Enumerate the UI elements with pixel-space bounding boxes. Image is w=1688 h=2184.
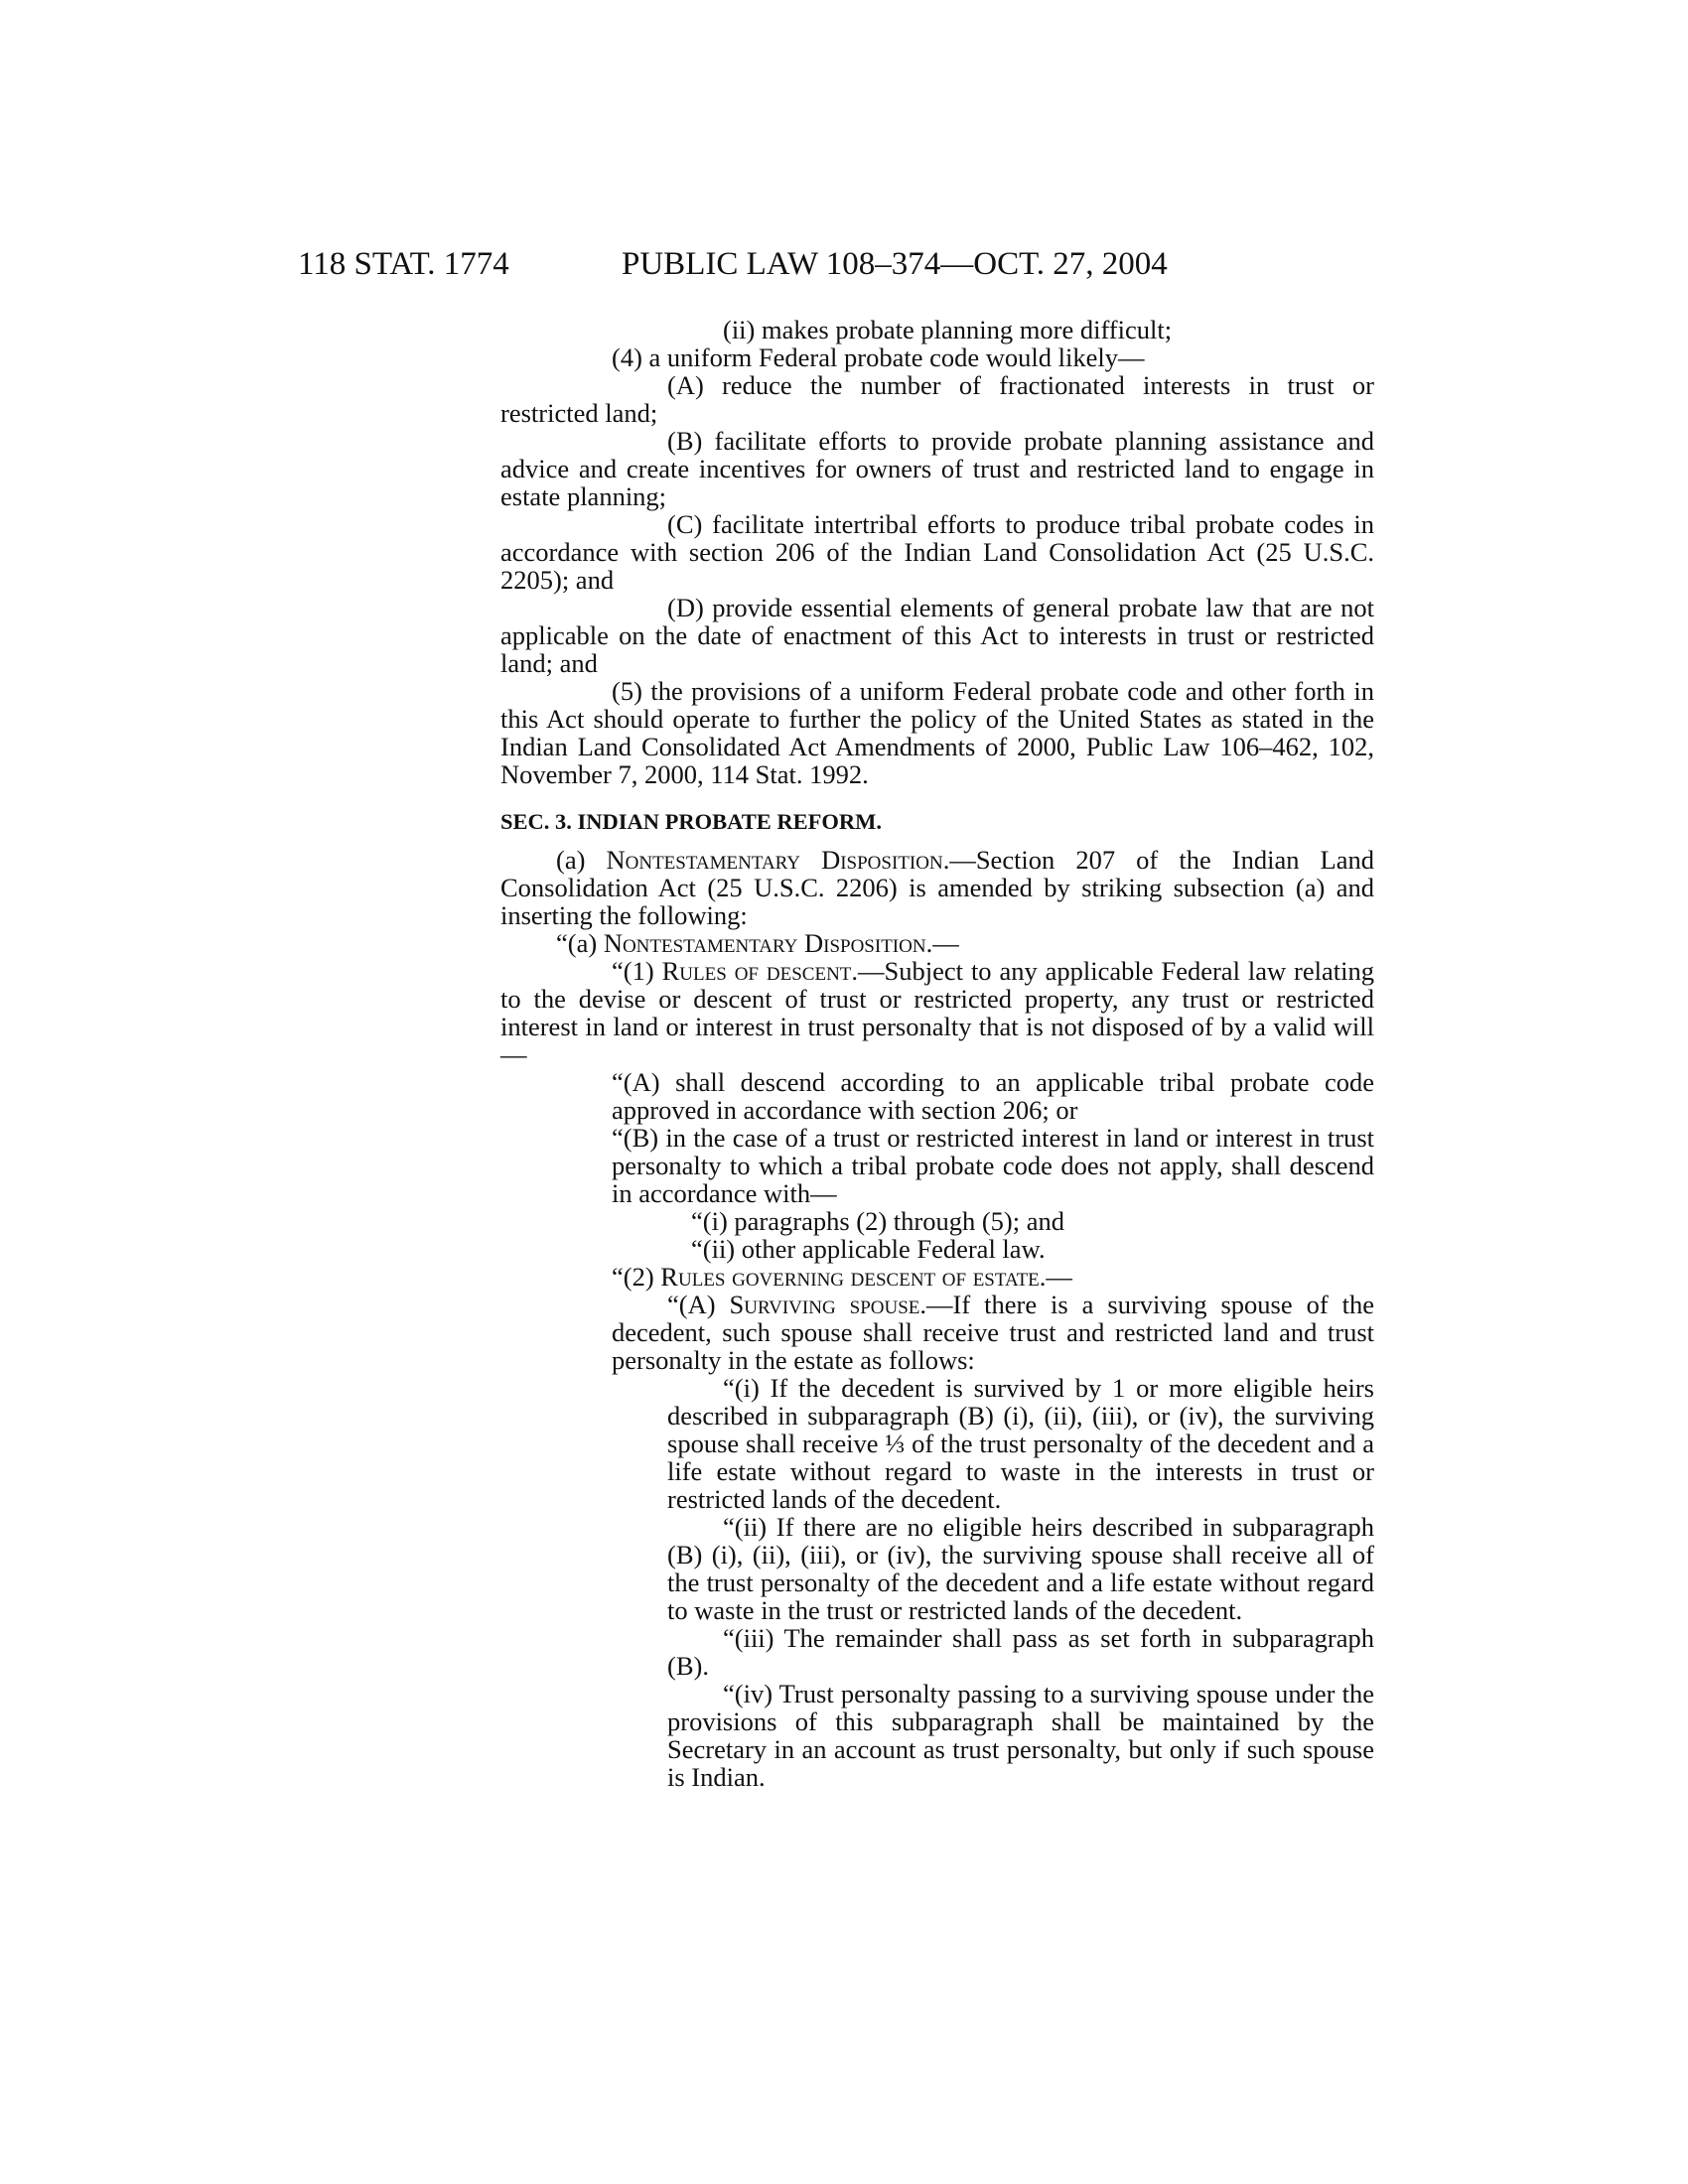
rule-2-a-ii: “(ii) If there are no eligible heirs described in subparagraph (B) (i), (ii), (iii), or (iv), the surviving spouse shall receive all of the trust personalty of the decedent and a life estate without regard to waste in the trust or restricted lands of the decedent.: [667, 1512, 1374, 1625]
quoted-subsection-a: “(a) Nontestamentary Disposition.—: [556, 928, 959, 958]
paragraph-5: (5) the provisions of a uniform Federal probate code and other forth in this Act should operate to further the policy of the United States as stated in the Indian Land Consolidated Act Amendments of 2000, Public Law 106–462, 102, November 7, 2000, 114 Stat. 1992.: [500, 676, 1374, 789]
paragraph-4-a: (A) reduce the number of fractionated interests in trust or restricted land;: [500, 370, 1374, 428]
rule-2-a-i: “(i) If the decedent is survived by 1 or more eligible heirs described in subparagraph (B) (i), (ii), (iii), or (iv), the surviving spouse shall receive ⅓ of the trust personalty of the decedent and a life estate without regard to waste in the interests in trust or restricted lands of the decedent.: [667, 1373, 1374, 1514]
paragraph-4-d: (D) provide essential elements of general probate law that are not applicable on the date of enactment of this Act to interests in trust or restricted land; and: [500, 593, 1374, 678]
paragraph-4-b: (B) facilitate efforts to provide probate planning assistance and advice and create incentives for owners of trust and restricted land to engage in estate planning;: [500, 426, 1374, 511]
subsection-a: (a) Nontestamentary Disposition.—Section 207 of the Indian Land Consolidation Act (25 U.S.C. 2206) is amended by striking subsection (a) and inserting the following:: [500, 845, 1374, 930]
clause-ii-makes: (ii) makes probate planning more difficult;: [723, 315, 1173, 344]
section-heading: SEC. 3. INDIAN PROBATE REFORM.: [500, 809, 882, 834]
paragraph-4: (4) a uniform Federal probate code would likely—: [612, 342, 1145, 372]
running-header: PUBLIC LAW 108–374—OCT. 27, 2004: [622, 246, 1168, 282]
rule-1-b-i: “(i) paragraphs (2) through (5); and: [691, 1206, 1065, 1236]
rule-1-a: “(A) shall descend according to an applicable tribal probate code approved in accordance with section 206; or: [612, 1067, 1374, 1125]
paragraph-4-c: (C) facilitate intertribal efforts to produce tribal probate codes in accordance with section 206 of the Indian Land Consolidation Act (25 U.S.C. 2205); and: [500, 509, 1374, 595]
subsection-a-caption: Nontestamentary Disposition: [606, 845, 943, 875]
rule-1: “(1) Rules of descent.—Subject to any applicable Federal law relating to the devise or descent of trust or restricted property, any trust or restricted interest in land or interest in trust personalty that is not disposed of by a valid will—: [500, 956, 1374, 1069]
rule-1-b: “(B) in the case of a trust or restricted interest in land or interest in trust personalty to which a tribal probate code does not apply, shall descend in accordance with—: [612, 1123, 1374, 1208]
rule-1-b-ii: “(ii) other applicable Federal law.: [691, 1234, 1046, 1264]
rule-2-a-iii: “(iii) The remainder shall pass as set forth in subparagraph (B).: [667, 1623, 1374, 1681]
rule-2-a: “(A) Surviving spouse.—If there is a surviving spouse of the decedent, such spouse shall receive trust and restricted land and trust personalty in the estate as follows:: [612, 1290, 1374, 1375]
rule-2-a-iv: “(iv) Trust personalty passing to a surviving spouse under the provisions of this subparagraph shall be maintained by the Secretary in an account as trust personalty, but only if such spouse is Indian.: [667, 1679, 1374, 1792]
body-text: [500, 316, 1374, 1791]
rule-2: “(2) Rules governing descent of estate.—: [612, 1262, 1072, 1292]
page-reference: 118 STAT. 1774: [298, 246, 509, 282]
